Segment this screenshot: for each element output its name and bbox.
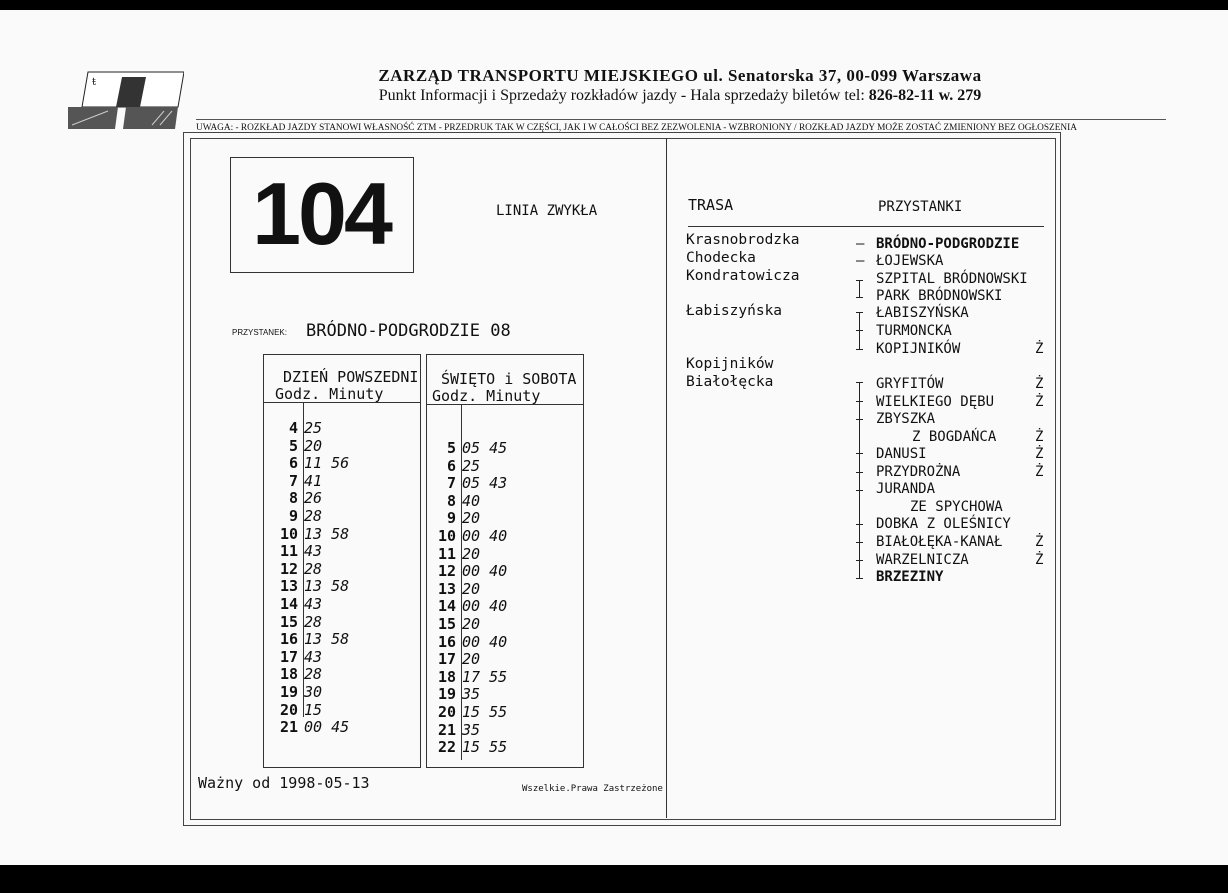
timetable-row <box>262 701 322 719</box>
route-stop: BIAŁOŁĘKA-KANAŁ <box>876 534 1003 550</box>
line-type: LINIA ZWYKŁA <box>496 203 598 219</box>
timetable-row <box>262 454 349 472</box>
org-heading <box>300 66 1060 86</box>
minutes: 00 40 <box>462 562 508 581</box>
minutes: 00 40 <box>462 597 508 616</box>
hour: 18 <box>279 665 298 684</box>
svg-text:ŧ: ŧ <box>92 77 97 88</box>
timetable-row <box>420 597 507 615</box>
route-stop: GRYFITÓW <box>876 376 944 392</box>
route-stop: WARZELNICZA <box>876 552 969 568</box>
on-request-mark: Ż <box>1035 464 1044 480</box>
holiday-separator <box>426 404 584 405</box>
route-stop: DOBKA Z OLEŚNICY <box>876 516 1011 532</box>
timetable-row <box>420 545 480 563</box>
hour: 5 <box>288 436 298 455</box>
route-bracket <box>856 490 863 491</box>
minutes: 43 <box>304 595 323 613</box>
minutes: 43 <box>304 647 323 666</box>
hour: 16 <box>437 632 456 651</box>
info-phone: 826-82-11 w. 279 <box>868 87 982 104</box>
timetable-row <box>262 665 322 683</box>
header-rule <box>196 119 1166 120</box>
route-dash: – <box>856 253 865 269</box>
timetable-row <box>262 419 322 437</box>
hour: 14 <box>437 597 456 616</box>
minutes: 13 58 <box>304 577 350 596</box>
timetable-row <box>420 562 507 580</box>
route-stop: JURANDA <box>876 481 936 497</box>
timetable-row <box>262 507 322 525</box>
hour: 8 <box>446 491 456 510</box>
stop-label: PRZYSTANEK: <box>232 328 287 337</box>
timetable-row <box>420 703 507 721</box>
route-bracket <box>859 280 860 297</box>
route-bracket <box>856 524 863 525</box>
timetable-row <box>262 683 322 701</box>
minutes: 35 <box>462 685 481 704</box>
hour: 17 <box>279 647 298 666</box>
minutes: 40 <box>462 491 481 510</box>
minutes: 15 <box>304 700 323 719</box>
minutes: 25 <box>304 419 323 437</box>
minutes: 05 45 <box>462 439 508 457</box>
route-stop: PRZYDROŻNA <box>876 464 961 480</box>
route-bracket <box>859 382 860 578</box>
timetable-row <box>420 685 480 703</box>
minutes: 41 <box>304 471 323 490</box>
hour: 10 <box>279 524 298 543</box>
route-street: Kopijników <box>686 356 774 372</box>
timetable-row <box>420 457 480 475</box>
route-bracket <box>856 401 863 402</box>
route-street: Chodecka <box>686 250 756 266</box>
minutes: 00 45 <box>304 718 350 737</box>
hour: 9 <box>446 509 456 528</box>
on-request-mark: Ż <box>1035 534 1044 550</box>
minutes: 15 55 <box>462 703 508 721</box>
hour: 12 <box>437 562 456 581</box>
hour: 15 <box>279 612 298 631</box>
hour: 21 <box>437 720 456 739</box>
route-stop: ŁABISZYŃSKA <box>876 305 969 321</box>
org-name: ZARZĄD TRANSPORTU MIEJSKIEGO <box>378 66 699 85</box>
route-street: Kondratowicza <box>686 268 800 284</box>
hour: 10 <box>437 527 456 545</box>
on-request-mark: Ż <box>1035 341 1044 357</box>
minutes: 28 <box>304 612 323 631</box>
timetable-row <box>262 718 349 736</box>
minutes: 35 <box>462 720 481 739</box>
timetable-row <box>262 542 322 560</box>
on-request-mark: Ż <box>1035 376 1044 392</box>
hour: 21 <box>279 718 298 737</box>
timetable-row <box>420 615 480 633</box>
minutes: 20 <box>462 650 481 669</box>
hour: 7 <box>446 474 456 493</box>
hour: 11 <box>437 544 456 563</box>
route-stop: DANUSI <box>876 446 927 462</box>
route-bracket <box>856 419 863 420</box>
route-stop: BRÓDNO-PODGRODZIE <box>876 236 1020 252</box>
weekday-separator <box>263 402 421 403</box>
rights-notice: Wszelkie.Prawa Zastrzeżone <box>522 784 663 794</box>
stop-name: BRÓDNO-PODGRODZIE 08 <box>306 321 511 341</box>
timetable-row <box>420 492 480 510</box>
minutes: 13 58 <box>304 630 350 649</box>
timetable-row <box>262 630 349 648</box>
hour: 9 <box>288 507 298 525</box>
minutes: 17 55 <box>462 667 508 686</box>
timetable-row <box>420 650 480 668</box>
hour: 6 <box>288 454 298 473</box>
on-request-mark: Ż <box>1035 446 1044 462</box>
timetable-row <box>420 474 507 492</box>
route-bracket <box>856 349 863 350</box>
timetable-row <box>262 577 349 595</box>
info-line <box>300 87 1060 105</box>
route-bracket <box>856 453 863 454</box>
info-text: Punkt Informacji i Sprzedaży rozkładów jazdy - Hala sprzedaży biletów tel: <box>378 87 865 104</box>
hour: 20 <box>279 700 298 719</box>
minutes: 25 <box>462 456 481 475</box>
minutes: 28 <box>304 559 323 578</box>
route-bracket <box>856 472 863 473</box>
warning-text: UWAGA: - ROZKŁAD JAZDY STANOWI WŁASNOŚĆ ZTM - PRZEDRUK TAK W CZĘŚCI, JAK I W CAŁOŚCI BEZ ZEZWOLENIA - WZBRONIONY / ROZKŁAD JAZDY MOŻE ZOSTAĆ ZMIENIONY BEZ OGŁOSZENIA <box>196 123 1077 133</box>
route-street: Łabiszyńska <box>686 303 783 319</box>
hour: 13 <box>279 577 298 596</box>
hour: 8 <box>288 489 298 508</box>
hour: 19 <box>279 683 298 701</box>
timetable-sheet <box>0 10 1228 865</box>
minutes: 20 <box>462 544 481 563</box>
hour: 7 <box>288 471 298 490</box>
ztm-logo <box>68 67 184 129</box>
hour: 13 <box>437 579 456 598</box>
route-stop: ZE SPYCHOWA <box>910 499 1003 515</box>
route-bracket <box>856 578 863 579</box>
timetable-row <box>262 472 322 490</box>
minutes: 20 <box>462 579 481 598</box>
timetable-row <box>262 525 349 543</box>
timetable-row <box>420 580 480 598</box>
route-bracket <box>856 560 863 561</box>
on-request-mark: Ż <box>1035 429 1044 445</box>
hour: 12 <box>279 559 298 578</box>
weekday-title: DZIEŃ POWSZEDNI <box>283 368 419 386</box>
route-stop: TURMONCKA <box>876 323 952 339</box>
timetable-row <box>262 489 322 507</box>
timetable-row <box>262 613 322 631</box>
hour: 5 <box>446 439 456 457</box>
timetable-row <box>420 439 507 457</box>
timetable-row <box>420 668 507 686</box>
hour: 17 <box>437 650 456 669</box>
weekday-subheader: Godz. Minuty <box>275 385 384 403</box>
route-stop: BRZEZINY <box>876 569 944 585</box>
route-street: Krasnobrodzka <box>686 232 800 248</box>
hour: 14 <box>279 595 298 613</box>
minutes: 20 <box>462 615 481 633</box>
hour: 20 <box>437 703 456 721</box>
route-stop: Z BOGDAŃCA <box>912 429 997 445</box>
minutes: 00 40 <box>462 632 508 651</box>
route-stop: PARK BRÓDNOWSKI <box>876 288 1003 304</box>
minutes: 20 <box>304 436 323 455</box>
hour: 22 <box>437 738 456 757</box>
minutes: 28 <box>304 665 323 684</box>
on-request-mark: Ż <box>1035 552 1044 568</box>
stops-header: PRZYSTANKI <box>878 199 963 215</box>
hour: 11 <box>279 542 298 561</box>
timetable-row <box>420 721 480 739</box>
column-divider <box>666 138 667 818</box>
route-bracket <box>856 330 863 331</box>
minutes: 11 56 <box>304 454 350 473</box>
route-stop: WIELKIEGO DĘBU <box>876 394 995 410</box>
line-number: 104 <box>252 164 390 263</box>
timetable-row <box>262 437 322 455</box>
org-address: ul. Senatorska 37, 00-099 Warszawa <box>703 66 982 85</box>
minutes: 13 58 <box>304 524 350 543</box>
hour: 15 <box>437 615 456 633</box>
valid-from: Ważny od 1998-05-13 <box>198 774 370 792</box>
on-request-mark: Ż <box>1035 394 1044 410</box>
minutes: 20 <box>462 509 481 528</box>
minutes: 15 55 <box>462 738 508 757</box>
timetable-row <box>420 633 507 651</box>
hour: 19 <box>437 685 456 704</box>
route-stop: ŁOJEWSKA <box>876 253 944 269</box>
minutes: 00 40 <box>462 527 508 545</box>
minutes: 26 <box>304 489 323 508</box>
route-dash: – <box>856 236 865 252</box>
route-bracket <box>856 542 863 543</box>
timetable-row <box>262 560 322 578</box>
route-stop: SZPITAL BRÓDNOWSKI <box>876 271 1028 287</box>
timetable-row <box>262 648 322 666</box>
hour: 16 <box>279 630 298 649</box>
holiday-subheader: Godz. Minuty <box>432 387 541 405</box>
route-header: TRASA <box>688 196 734 214</box>
hour: 18 <box>437 667 456 686</box>
route-stop: ZBYSZKA <box>876 411 936 427</box>
minutes: 28 <box>304 507 323 525</box>
route-rule <box>688 226 1044 227</box>
route-bracket <box>856 297 863 298</box>
minutes: 05 43 <box>462 474 508 493</box>
timetable-row <box>262 595 322 613</box>
hour: 4 <box>288 419 298 437</box>
holiday-title: ŚWIĘTO i SOBOTA <box>441 370 577 388</box>
hour: 6 <box>446 456 456 475</box>
route-stop: KOPIJNIKÓW <box>876 341 961 357</box>
timetable-row <box>420 509 480 527</box>
route-street: Białołęcka <box>686 374 774 390</box>
minutes: 43 <box>304 542 323 561</box>
timetable-row <box>420 527 507 545</box>
timetable-row <box>420 738 507 756</box>
minutes: 30 <box>304 683 323 701</box>
